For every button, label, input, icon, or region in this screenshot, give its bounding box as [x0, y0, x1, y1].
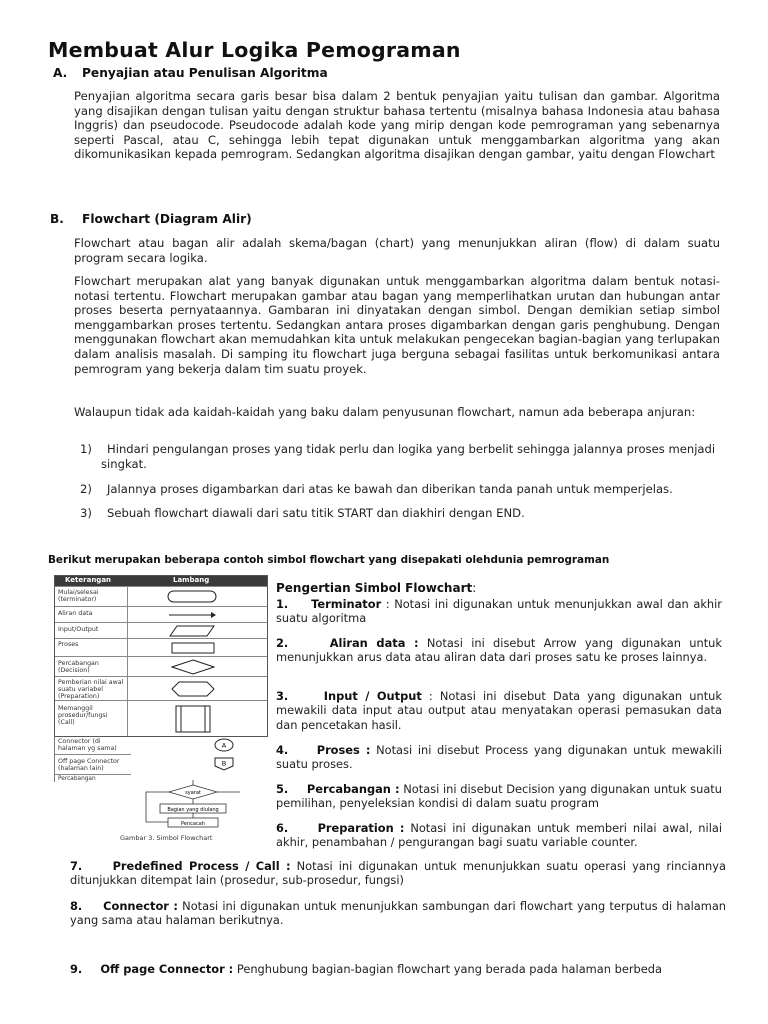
row-extra-label: Percabangan	[58, 776, 96, 782]
section-b-heading: Flowchart (Diagram Alir)	[82, 212, 252, 226]
list-item-3-num: 3)	[80, 506, 92, 520]
row-connector-label: Connector (di halaman yg sama)	[58, 738, 117, 752]
row-offpage-label: Off page Connector (halaman lain)	[58, 758, 120, 772]
def-5: 5. Percabangan : Notasi ini disebut Decision yang digunakan untuk suatu pemilihan, penyeleksian kondisi di dalam suatu program	[276, 782, 722, 811]
decision-diamond-symbol	[171, 659, 215, 675]
def-6: 6. Preparation : Notasi ini digunakan untuk memberi nilai awal, nilai akhir, penambahan / pengurangan bagi suatu variable counter.	[276, 821, 722, 850]
list-item-1-num: 1)	[80, 442, 92, 456]
section-a-heading: Penyajian atau Penulisan Algoritma	[82, 66, 328, 80]
def-4: 4. Proses : Notasi ini disebut Process yang digunakan untuk mewakili suatu proses.	[276, 743, 722, 772]
section-a-marker: A.	[53, 66, 68, 80]
offpage-connector-symbol	[213, 756, 235, 772]
section-b-p3: Walaupun tidak ada kaidah-kaidah yang baku dalam penyusunan flowchart, namun ada beberapa anjuran:	[74, 405, 696, 419]
section-b-p1: Flowchart atau bagan alir adalah skema/bagan (chart) yang menunjukkan aliran (flow) di dalam suatu program secara logika.	[74, 236, 720, 265]
loop-figure	[120, 780, 266, 834]
section-a-paragraph: Penyajian algoritma secara garis besar bisa dalam 2 bentuk penyajian yaitu tulisan dan gambar. Algoritma yang disajikan dengan tulisan yaitu dengan struktur bahasa tertentu (misalnya bahasa Indonesia atau bahasa Inggris) dan pseudocode. Pseudocode adalah kode yang mirip dengan kode pemrograman yang sebenarnya seperti Pascal, atau C, sehingga lebih tepat digunakan untuk menggambarkan algoritma yang akan dikomunikasikan kepada pemrogram. Sedangkan algoritma disajikan dengan gambar, yaitu dengan Flowchart	[74, 89, 720, 162]
connector-rows	[54, 736, 267, 782]
section-b-marker: B.	[50, 212, 64, 226]
loop-node-1: syarat	[185, 790, 201, 796]
header-keterangan: Keterangan	[65, 576, 112, 584]
def-3: 3. Input / Output : Notasi ini disebut Data yang digunakan untuk mewakili data input atau output atau menyatakan operasi pemasukan data dan pencetakan hasil.	[276, 689, 722, 732]
connector-b-text: B	[221, 759, 227, 768]
row-input-output: Input/Output	[55, 622, 267, 639]
row-preparation: Pemberian nilai awal suatu variabel (Preparation)	[55, 676, 267, 701]
row-proses: Proses	[55, 638, 267, 657]
page-title: Membuat Alur Logika Pemograman	[48, 38, 461, 62]
predefined-process-symbol	[175, 705, 211, 733]
terminator-symbol	[167, 590, 217, 603]
arrow-symbol	[167, 610, 217, 620]
symbol-caption: Berikut merupakan beberapa contoh simbol flowchart yang disepakati olehdunia pemrograman	[48, 554, 610, 566]
loop-node-2: Bagian yang diulang	[167, 807, 219, 813]
header-lambang: Lambang	[173, 576, 210, 584]
symbol-table	[54, 575, 268, 737]
figure-caption: Gambar 3. Simbol Flowchart	[120, 834, 213, 842]
row-terminator: Mulai/selesai (terminator)	[55, 586, 267, 606]
list-item-2-num: 2)	[80, 482, 92, 496]
def-1: 1. Terminator : Notasi ini digunakan untuk menunjukkan awal dan akhir suatu algoritma	[276, 597, 722, 626]
row-percabangan: Percabangan (Decision)	[55, 656, 267, 677]
connector-circle-symbol	[213, 738, 235, 752]
process-rect-symbol	[171, 642, 215, 654]
symbol-table-header	[55, 576, 267, 586]
parallelogram-symbol	[169, 625, 215, 637]
pengertian-heading: Pengertian Simbol Flowchart:	[276, 581, 477, 595]
section-b-p2: Flowchart merupakan alat yang banyak digunakan untuk menggambarkan algoritma dalam bentuk notasi-notasi tertentu. Flowchart merupakan gambar atau bagan yang memperlihatkan urutan dan hubungan antar proses beserta pernyataannya. Gambaran ini dinyatakan dengan simbol. Dengan demikian setiap simbol menggambarkan proses tertentu. Sedangkan antara proses digambarkan dengan garis penghubung. Dengan menggunakan flowchart akan memudahkan kita untuk melakukan pengecekan bagian-bagian yang terlupakan dalam analisis masalah. Di samping itu flowchart juga berguna sebagai fasilitas untuk berkomunikasi antara pemrogram yang bekerja dalam tim suatu proyek.	[74, 274, 720, 376]
row-call: Memanggil prosedur/fungsi (Call)	[55, 700, 267, 737]
loop-node-3: Pencacah	[181, 821, 205, 827]
list-item-1-text: Hindari pengulangan proses yang tidak perlu dan logika yang berbelit sehingga jalannya proses menjadi singkat.	[101, 442, 716, 471]
list-item-2-text: Jalannya proses digambarkan dari atas ke bawah dan diberikan tanda panah untuk memperjelas.	[107, 482, 673, 496]
connector-a-text: A	[221, 741, 227, 750]
def-8: 8. Connector : Notasi ini digunakan untuk menunjukkan sambungan dari flowchart yang terputus di halaman yang sama atau halaman berikutnya.	[70, 899, 727, 928]
list-item-3-text: Sebuah flowchart diawali dari satu titik START dan diakhiri dengan END.	[107, 506, 525, 520]
def-7: 7. Predefined Process / Call : Notasi ini digunakan untuk menunjukkan suatu operasi yang rinciannya ditunjukkan ditempat lain (prosedur, sub-prosedur, fungsi)	[70, 859, 726, 888]
row-aliran-data: Aliran data	[55, 606, 267, 623]
preparation-hexagon-symbol	[171, 681, 215, 697]
def-2: 2. Aliran data : Notasi ini disebut Arrow yang digunakan untuk menunjukkan arus data atau aliran data dari proses satu ke proses lainnya.	[276, 636, 722, 665]
def-9: 9. Off page Connector : Penghubung bagian-bagian flowchart yang berada pada halaman berbeda	[70, 962, 662, 976]
